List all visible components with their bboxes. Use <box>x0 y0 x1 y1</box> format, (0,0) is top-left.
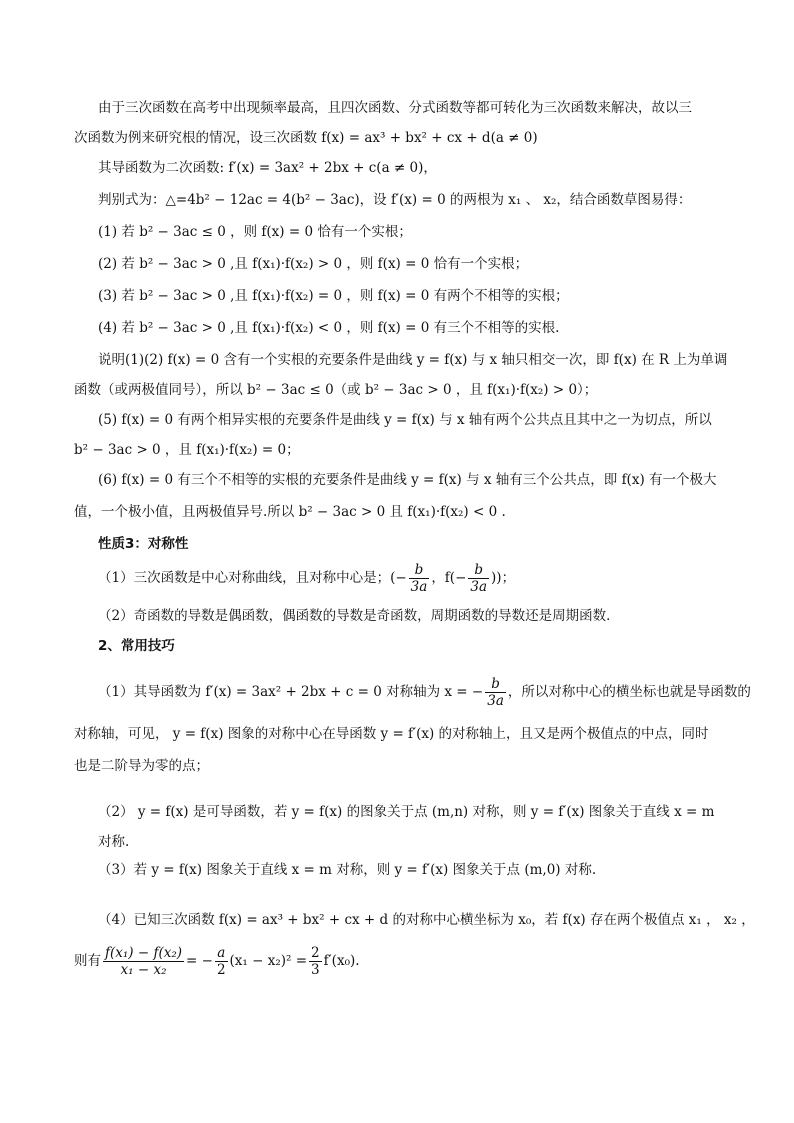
fraction <box>485 676 506 709</box>
list-item: (1) 若 b² − 3ac ≤ 0 ，则 f(x) = 0 恰有一个实根； <box>98 224 412 240</box>
text-span: （1）其导函数为 f′(x) = 3ax² + 2bx + c = 0 对称轴为 x = − <box>98 684 484 700</box>
list-item: (4) 若 b² − 3ac > 0 ,且 f(x₁)·f(x₂) < 0 ，则 f(x) = 0 有三个不相等的实根. <box>98 320 560 336</box>
fraction-denominator: 2 <box>216 962 226 978</box>
fraction-denominator: 3a <box>487 693 504 709</box>
text-span: f′(x₀). <box>323 953 360 969</box>
paragraph-line: 由于三次函数在高考中出现频率最高，且四次函数、分式函数等都可转化为三次函数来解决，故以三 <box>98 100 692 116</box>
formula-line <box>74 944 360 978</box>
fraction-numerator: b <box>468 562 489 579</box>
text-span: ))； <box>491 570 516 586</box>
text-span: 则有 <box>74 953 101 969</box>
text-span: = − <box>186 953 213 969</box>
paragraph-line: （2） y = f(x) 是可导函数，若 y = f(x) 的图象关于点 (m,n) 对称，则 y = f′(x) 图象关于直线 x = m <box>98 804 715 820</box>
paragraph-line: 说明(1)(2) f(x) = 0 含有一个实根的充要条件是曲线 y = f(x) 与 x 轴只相交一次，即 f(x) 在 R 上为单调 <box>98 352 728 368</box>
fraction <box>409 562 430 595</box>
fraction-denominator: 3 <box>311 962 320 978</box>
paragraph-line: 也是二阶导为零的点； <box>74 758 209 774</box>
paragraph-line <box>98 676 751 709</box>
fraction <box>103 945 184 978</box>
fraction-denominator: 3a <box>470 579 488 595</box>
paragraph-line: 次函数为例来研究根的情况，设三次函数 f(x) = ax³ + bx² + cx + d(a ≠ 0) <box>74 130 538 146</box>
paragraph-line: 判别式为：△=4b² − 12ac = 4(b² − 3ac)，设 f′(x) = 0 的两根为 x₁ 、 x₂，结合函数草图易得： <box>98 192 692 208</box>
list-item: (2) 若 b² − 3ac > 0 ,且 f(x₁)·f(x₂) > 0 ，则 f(x) = 0 恰有一个实根； <box>98 256 529 272</box>
fraction <box>309 945 322 978</box>
list-item: (5) f(x) = 0 有两个相异实根的充要条件是曲线 y = f(x) 与 x 轴有两个公共点且其中之一为切点，所以 <box>98 412 712 428</box>
fraction <box>468 562 489 595</box>
paragraph-line: 其导函数为二次函数: f′(x) = 3ax² + 2bx + c(a ≠ 0)， <box>98 160 437 176</box>
paragraph-line: b² − 3ac > 0 ，且 f(x₁)·f(x₂) = 0； <box>74 442 300 458</box>
fraction-numerator: 2 <box>311 945 320 961</box>
paragraph-line: （2）奇函数的导数是偶函数，偶函数的导数是奇函数，周期函数的导数还是周期函数． <box>98 608 620 624</box>
fraction-numerator: b <box>485 676 506 693</box>
paragraph-line: 值，一个极小值，且两极值异号.所以 b² − 3ac > 0 且 f(x₁)·f(x₂) < 0 . <box>74 504 506 520</box>
paragraph-line: （3）若 y = f(x) 图象关于直线 x = m 对称，则 y = f′(x) 图象关于点 (m,0) 对称. <box>98 862 597 878</box>
fraction-numerator: f(x₁) − f(x₂) <box>105 945 183 961</box>
fraction-denominator: x₁ − x₂ <box>120 962 167 978</box>
paragraph-line: 对称. <box>98 834 130 850</box>
fraction-numerator: a <box>215 945 228 962</box>
list-item: (6) f(x) = 0 有三个不相等的实根的充要条件是曲线 y = f(x) 与 x 轴有三个公共点，即 f(x) 有一个极大 <box>98 472 717 488</box>
section-heading: 2、常用技巧 <box>98 638 175 654</box>
paragraph-line: 对称轴，可见， y = f(x) 图象的对称中心在导函数 y = f′(x) 的对称轴上，且又是两个极值点的中点，同时 <box>74 726 709 742</box>
paragraph-line: 函数（或两极值同号），所以 b² − 3ac ≤ 0（或 b² − 3ac > 0 ，且 f(x₁)·f(x₂) > 0）； <box>74 382 598 398</box>
fraction-numerator: b <box>409 562 430 579</box>
text-span: (x₁ − x₂)² = <box>229 953 308 969</box>
text-span: （1）三次函数是中心对称曲线，且对称中心是；(− <box>98 570 407 586</box>
paragraph-line <box>98 562 515 595</box>
text-span: ，所以对称中心的横坐标也就是导函数的 <box>507 684 751 700</box>
list-item: (3) 若 b² − 3ac > 0 ,且 f(x₁)·f(x₂) = 0 ，则 f(x) = 0 有两个不相等的实根； <box>98 288 569 304</box>
section-heading: 性质3：对称性 <box>98 536 189 552</box>
text-span: ，f(− <box>431 570 467 586</box>
fraction-denominator: 3a <box>410 579 428 595</box>
fraction <box>215 945 228 978</box>
paragraph-line: （4）已知三次函数 f(x) = ax³ + bx² + cx + d 的对称中心横坐标为 x₀，若 f(x) 存在两个极值点 x₁ ， x₂ ， <box>98 912 755 928</box>
